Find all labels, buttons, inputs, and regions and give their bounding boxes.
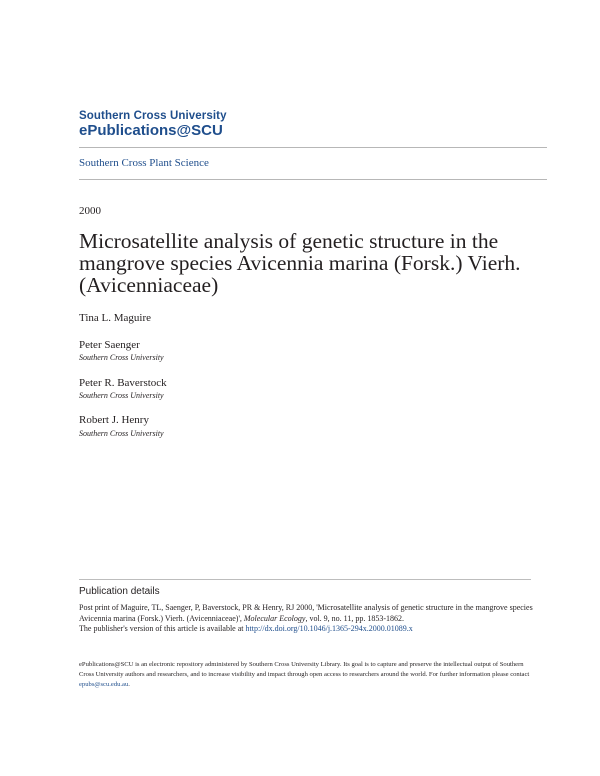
repository-footer [79,660,534,690]
collection-divider [79,179,547,180]
publication-details-heading: Publication details [79,586,160,597]
author-name: Robert J. Henry [79,414,149,426]
repository-name[interactable]: ePublications@SCU [79,122,223,139]
footer-end: . [128,681,130,688]
citation-suffix: , vol. 9, no. 11, pp. 1853-1862. [305,613,405,623]
author-name: Tina L. Maguire [79,312,152,324]
citation-prefix: Post print of Maguire, TL, Saenger, P, Baverstock, PR & Henry, RJ 2000, 'Microsatellite analysis of genetic structure in the mangrove species Avicennia marina (Forsk.) Vierh. (Avicenniaceae)', [79,603,533,623]
header-divider [79,147,547,148]
publication-citation [79,603,534,635]
journal-name: Molecular Ecology [243,613,306,623]
doi-link[interactable]: http://dx.doi.org/10.1046/j.1365-294x.2000.01089.x [245,624,413,633]
author-name: Peter R. Baverstock [79,377,167,389]
university-name: Southern Cross University [79,110,227,122]
publication-divider [79,579,531,580]
footer-text: ePublications@SCU is an electronic repository administered by Southern Cross University Library. Its goal is to capture and preserve the intellectual output of Southern Cross University authors and researchers, and to increase visibility and impact through open access to researchers around the world. For further information please contact [79,661,530,678]
contact-email-link[interactable]: epubs@scu.edu.au [79,681,129,688]
collection-link[interactable]: Southern Cross Plant Science [79,157,209,169]
author-name: Peter Saenger [79,339,140,351]
author-affiliation: Southern Cross University [79,353,164,362]
author-affiliation: Southern Cross University [79,429,164,438]
author-affiliation: Southern Cross University [79,391,164,400]
publication-year: 2000 [79,205,101,217]
paper-title: Microsatellite analysis of genetic structure in the mangrove species Avicennia marina (Forsk.) Vierh. (Avicenniaceae) [79,229,521,297]
doi-prefix: The publisher's version of this article is available at [79,624,246,633]
